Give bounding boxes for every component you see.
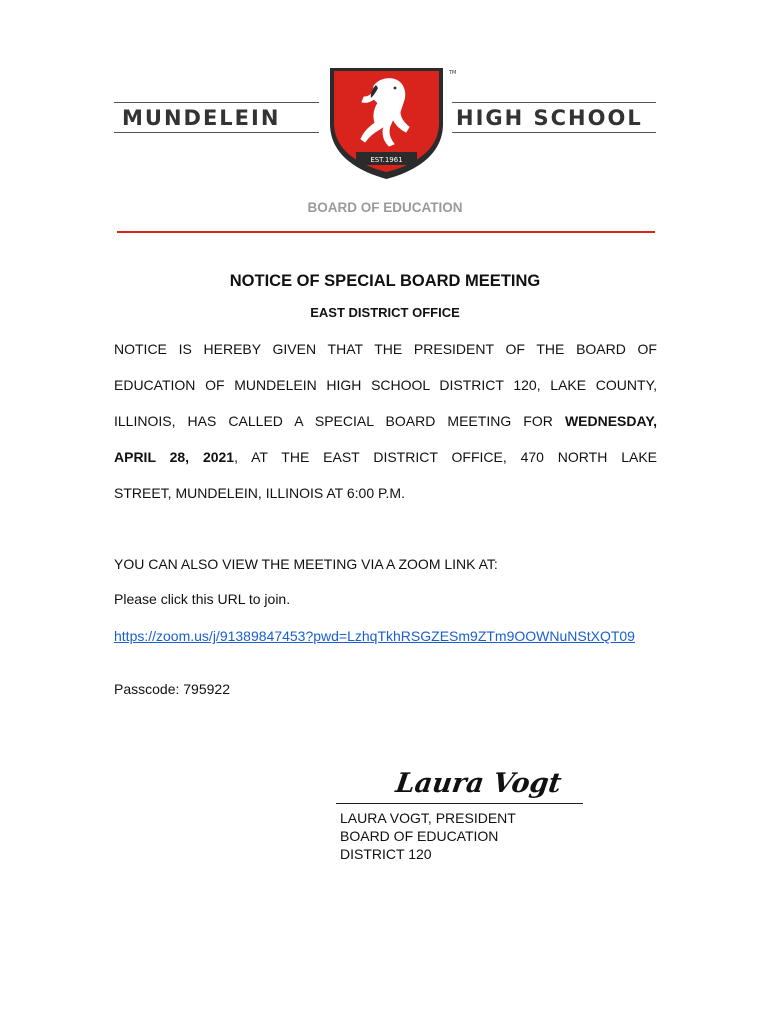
- notice-line-1: NOTICE IS HEREBY GIVEN THAT THE PRESIDENT OF THE BOARD OF: [114, 341, 657, 357]
- handwritten-signature: Laura Vogt: [393, 768, 564, 799]
- zoom-instruction: Please click this URL to join.: [114, 591, 291, 607]
- letterhead-rule-right: [452, 102, 656, 103]
- notice-line-5: STREET, MUNDELEIN, ILLINOIS AT 6:00 P.M.: [114, 485, 405, 501]
- signatory-district: DISTRICT 120: [340, 846, 432, 862]
- zoom-meeting-link[interactable]: https://zoom.us/j/91389847453?pwd=LzhqTkhRSGZESm9ZTm9OOWNuNStXQT09: [114, 628, 635, 644]
- board-of-education-heading: BOARD OF EDUCATION: [307, 200, 463, 215]
- school-name-left: MUNDELEIN: [122, 106, 281, 130]
- letterhead-rule-right-bottom: [452, 132, 656, 133]
- notice-location: EAST DISTRICT OFFICE: [310, 305, 460, 320]
- zoom-passcode: Passcode: 795922: [114, 681, 230, 697]
- horse-eye-icon: [394, 87, 397, 90]
- meeting-weekday: WEDNESDAY,: [564, 413, 657, 429]
- trademark-mark: TM: [449, 70, 457, 76]
- signature-rule: [336, 803, 583, 804]
- meeting-date: APRIL 28, 2021: [114, 449, 235, 465]
- zoom-intro: YOU CAN ALSO VIEW THE MEETING VIA A ZOOM LINK AT:: [114, 556, 498, 572]
- established-label: EST.1961: [370, 156, 403, 164]
- notice-title: NOTICE OF SPECIAL BOARD MEETING: [229, 272, 541, 290]
- letterhead-red-rule: [117, 231, 655, 233]
- mustang-shield-logo: [328, 66, 458, 182]
- letterhead-rule-left-bottom: [114, 132, 319, 133]
- notice-line-2: EDUCATION OF MUNDELEIN HIGH SCHOOL DISTRICT 120, LAKE COUNTY,: [114, 377, 657, 393]
- signatory-title: BOARD OF EDUCATION: [340, 828, 499, 844]
- letterhead-rule-left: [114, 102, 319, 103]
- notice-line-3: [114, 413, 657, 429]
- notice-line-4-text: , AT THE EAST DISTRICT OFFICE, 470 NORTH LAKE: [234, 449, 657, 465]
- school-name-right: HIGH SCHOOL: [456, 106, 643, 130]
- notice-line-4: [114, 449, 657, 465]
- signatory-name: LAURA VOGT, PRESIDENT: [340, 810, 516, 826]
- notice-line-3-text: ILLINOIS, HAS CALLED A SPECIAL BOARD MEETING FOR: [114, 413, 565, 429]
